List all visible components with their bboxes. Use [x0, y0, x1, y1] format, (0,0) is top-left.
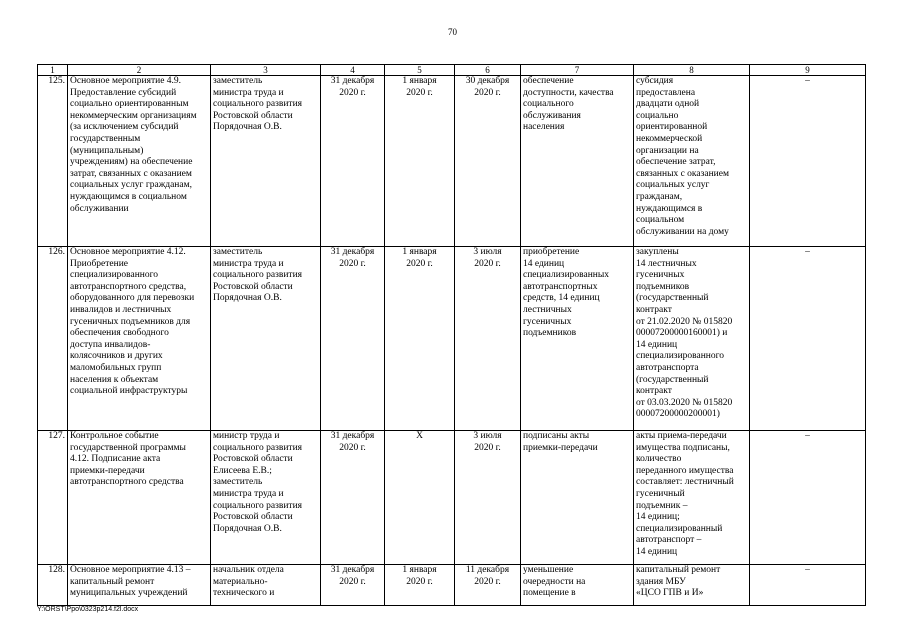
- header-col-1: 1: [38, 65, 68, 76]
- result-cell: подписаны акты приемки-передачи: [521, 431, 634, 565]
- date-cell: 30 декабря 2020 г.: [455, 76, 521, 247]
- table-clip: [0, 64, 905, 607]
- date-cell: 31 декабря 2020 г.: [321, 247, 385, 431]
- header-row: [38, 65, 866, 76]
- note-cell: –: [750, 76, 866, 247]
- row-number: 125.: [38, 76, 68, 247]
- date-cell: 1 января 2020 г.: [385, 247, 455, 431]
- header-col-2: 2: [68, 65, 211, 76]
- date-cell: Х: [385, 431, 455, 565]
- table-row: [38, 247, 866, 431]
- actual-result-cell: капитальный ремонт здания МБУ «ЦСО ГПВ и И»: [634, 565, 750, 606]
- result-cell: обеспечение доступности, качества социального обслуживания населения: [521, 76, 634, 247]
- responsible-cell: заместитель министра труда и социального развития Ростовской области Порядочная О.В.: [211, 76, 321, 247]
- table-row: [38, 431, 866, 565]
- row-number: 126.: [38, 247, 68, 431]
- header-col-8: 8: [634, 65, 750, 76]
- result-cell: уменьшение очередности на помещение в: [521, 565, 634, 606]
- note-cell: –: [750, 431, 866, 565]
- row-number: 127.: [38, 431, 68, 565]
- actual-result-cell: закуплены 14 лестничных гусеничных подъемников (государственный контракт от 21.02.2020 № 015820 00007200000160001) и 14 единиц специализированного автотранспорта (государственный контракт от 03.03.2020 № 015820 00007200000200001): [634, 247, 750, 431]
- date-cell: 1 января 2020 г.: [385, 565, 455, 606]
- header-col-7: 7: [521, 65, 634, 76]
- responsible-cell: начальник отдела материально- технического и: [211, 565, 321, 606]
- result-cell: приобретение 14 единиц специализированных автотранспортных средств, 14 единиц лестничных гусеничных подъемников: [521, 247, 634, 431]
- header-col-6: 6: [455, 65, 521, 76]
- event-cell: Основное мероприятие 4.13 – капитальный ремонт муниципальных учреждений: [68, 565, 211, 606]
- date-cell: 31 декабря 2020 г.: [321, 76, 385, 247]
- date-cell: 3 июля 2020 г.: [455, 247, 521, 431]
- header-col-3: 3: [211, 65, 321, 76]
- date-cell: 31 декабря 2020 г.: [321, 565, 385, 606]
- responsible-cell: министр труда и социального развития Ростовской области Елисеева Е.В.; заместитель министра труда и социального развития Ростовской области Порядочная О.В.: [211, 431, 321, 565]
- responsible-cell: заместитель министра труда и социального развития Ростовской области Порядочная О.В.: [211, 247, 321, 431]
- actual-result-cell: субсидия предоставлена двадцати одной социально ориентированной некоммерческой организации на обеспечение затрат, связанных с оказанием социальных услуг гражданам, нуждающимся в социальном обслуживании на дому: [634, 76, 750, 247]
- actual-result-cell: акты приема-передачи имущества подписаны, количество переданного имущества составляет: лестничный гусеничный подъемник – 14 единиц; специализированный автотранспорт – 14 единиц: [634, 431, 750, 565]
- page-number: 70: [448, 27, 457, 37]
- row-number: 128.: [38, 565, 68, 606]
- date-cell: 3 июля 2020 г.: [455, 431, 521, 565]
- header-col-5: 5: [385, 65, 455, 76]
- file-path-footer: Y:\ORST\Ppo\0323p214.f2l.docx: [37, 606, 139, 613]
- table-row: [38, 565, 866, 606]
- note-cell: –: [750, 247, 866, 431]
- note-cell: –: [750, 565, 866, 606]
- report-table: [37, 64, 866, 606]
- table-row: [38, 76, 866, 247]
- header-col-4: 4: [321, 65, 385, 76]
- date-cell: 11 декабря 2020 г.: [455, 565, 521, 606]
- date-cell: 31 декабря 2020 г.: [321, 431, 385, 565]
- event-cell: Основное мероприятие 4.12. Приобретение специализированного автотранспортного средства, оборудованного для перевозки инвалидов и лестничных гусеничных подъемников для обеспечения свободного доступа инвалидов- колясочников и других маломобильных групп населения к объектам социальной инфраструктуры: [68, 247, 211, 431]
- event-cell: Основное мероприятие 4.9. Предоставление субсидий социально ориентированным некоммерческим организациям (за исключением субсидий государственным (муниципальным) учреждениям) на обеспечение затрат, связанных с оказанием социальных услуг гражданам, нуждающимся в социальном обслуживании: [68, 76, 211, 247]
- header-col-9: 9: [750, 65, 866, 76]
- date-cell: 1 января 2020 г.: [385, 76, 455, 247]
- event-cell: Контрольное событие государственной программы 4.12. Подписание акта приемки-передачи автотранспортного средства: [68, 431, 211, 565]
